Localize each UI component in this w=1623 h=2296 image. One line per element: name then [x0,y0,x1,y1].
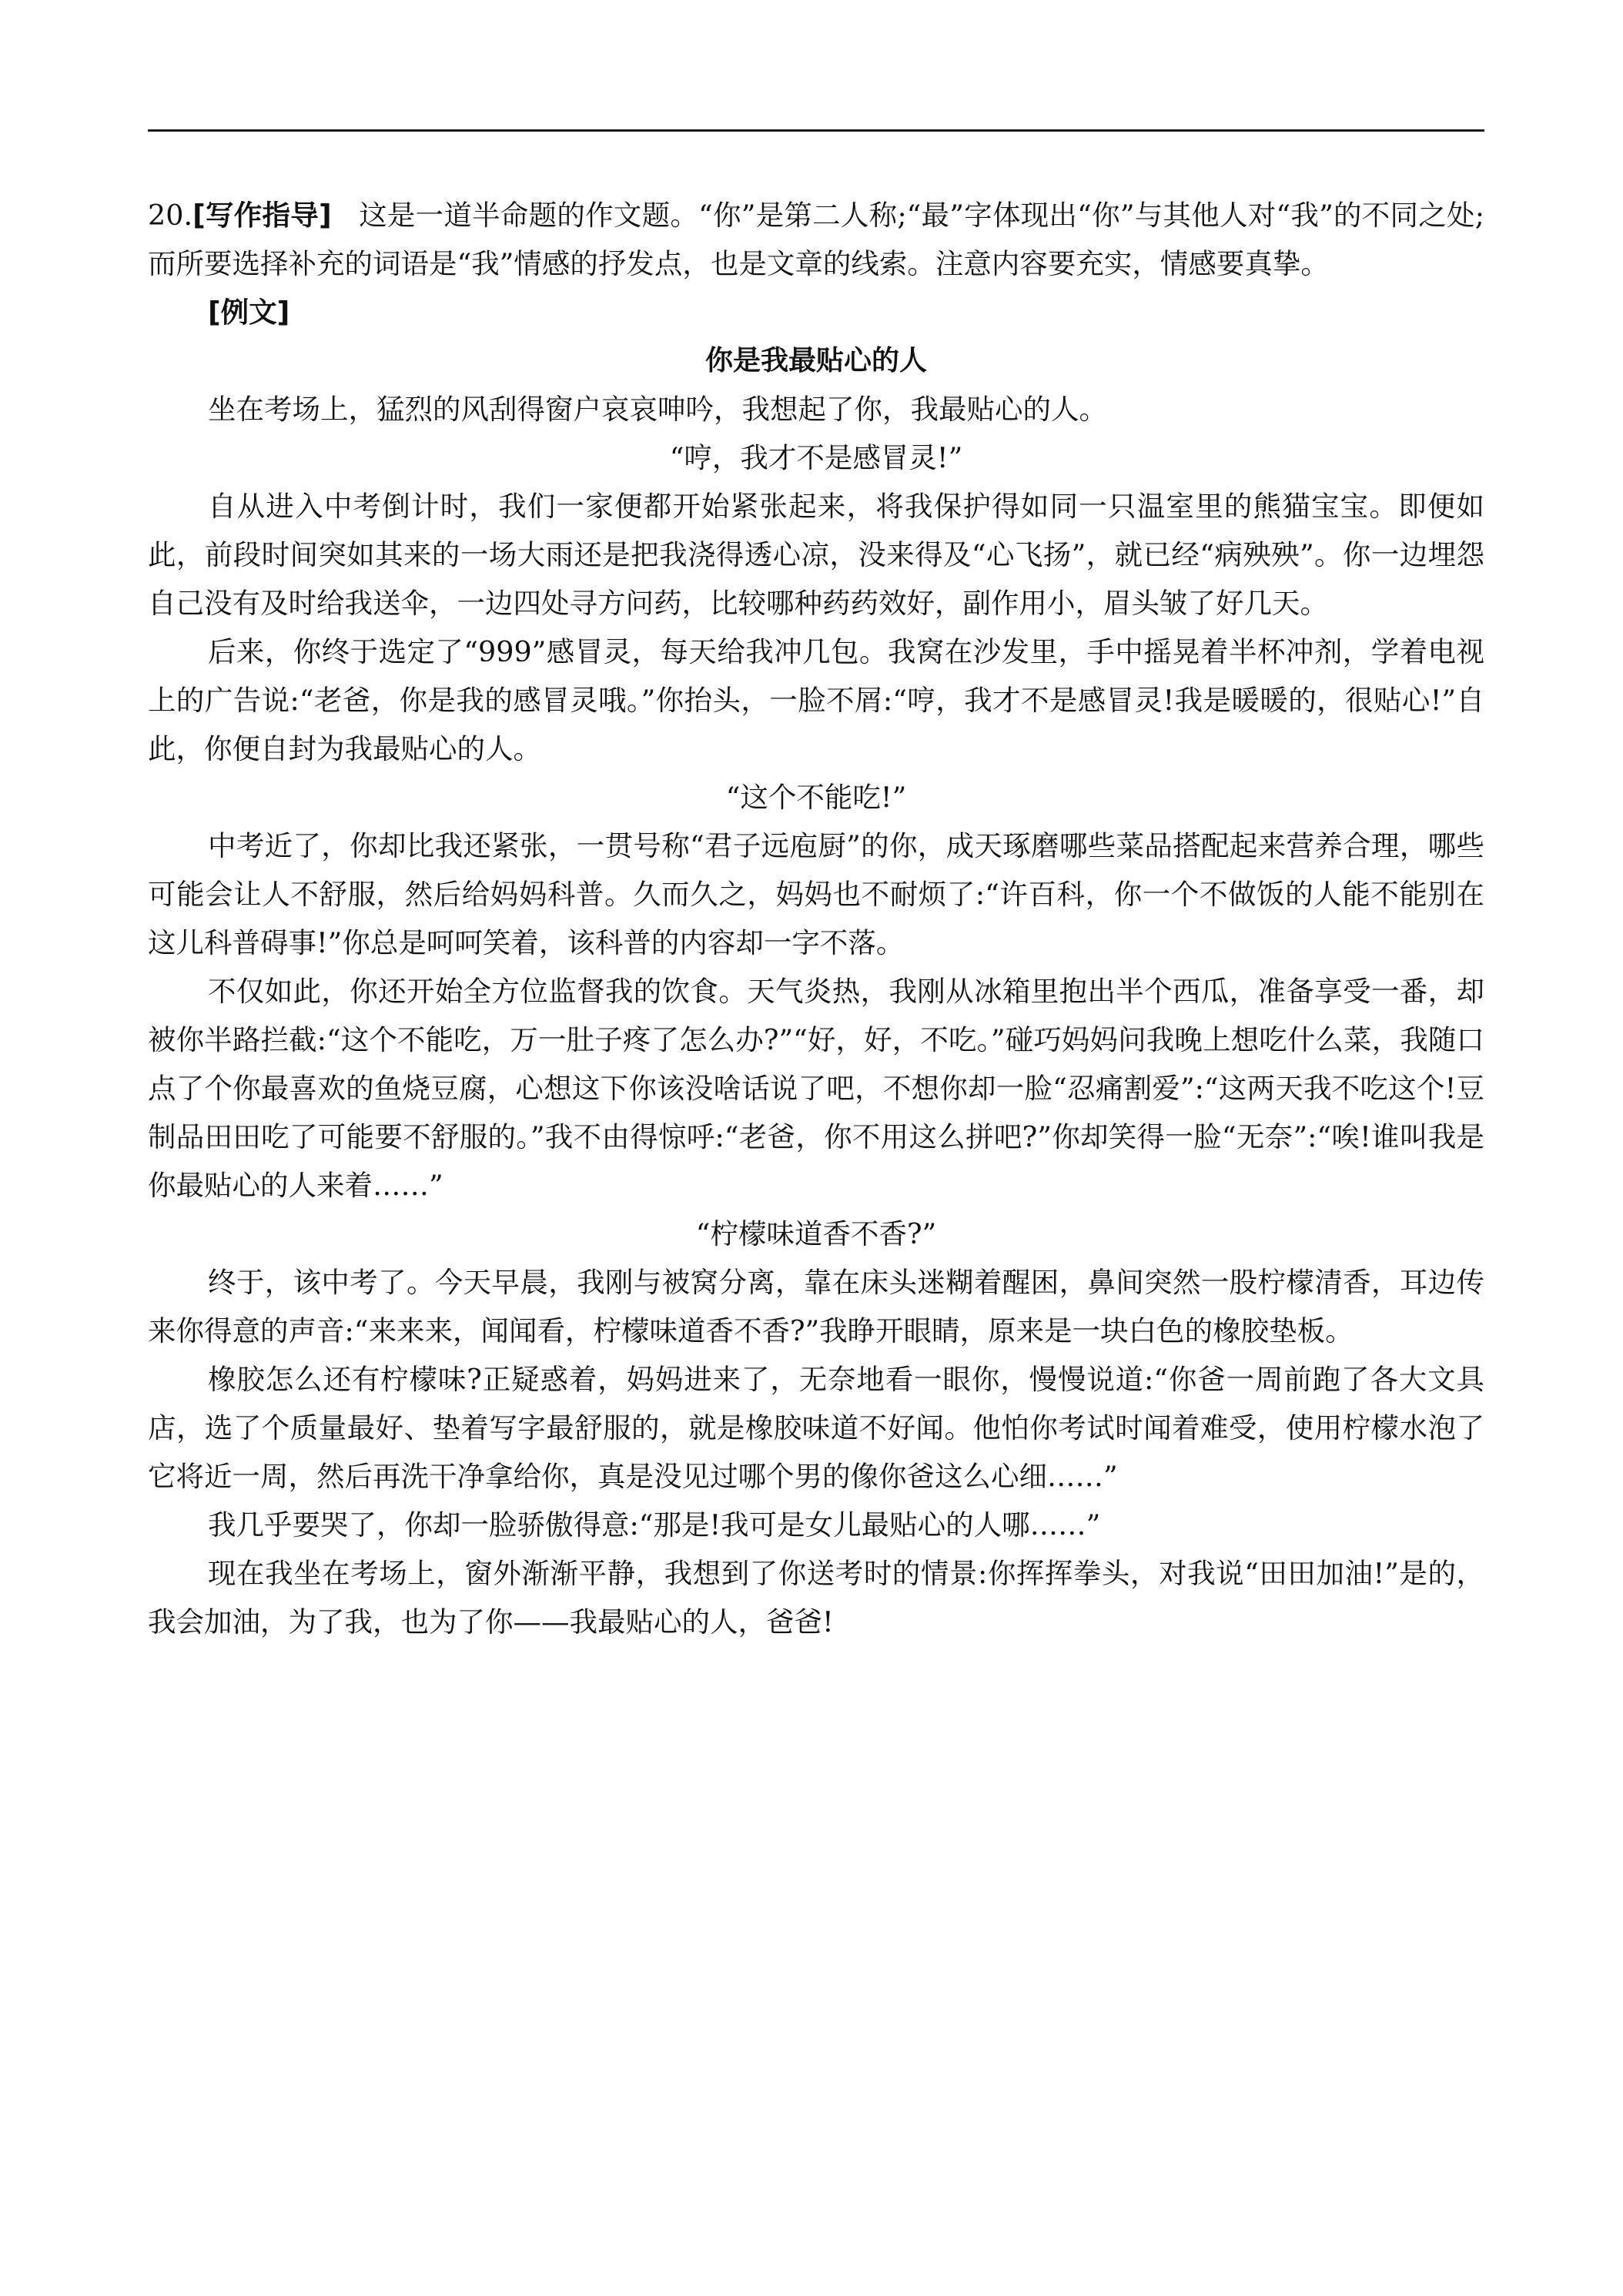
example-label-text: [例文] [208,296,290,329]
section1-paragraph-2: 后来，你终于选定了“999”感冒灵，每天给我冲几包。我窝在沙发里，手中摇晃着半杯冲剂，学着电视上的广告说:“老爸，你是我的感冒灵哦。”你抬头，一脸不屑:“哼，我才不是感冒灵!我是暖暖的，很贴心!”自此，你便自封为我最贴心的人。 [148,635,1484,765]
section3-paragraph-2: 橡胶怎么还有柠檬味?正疑惑着，妈妈进来了，无奈地看一眼你，慢慢说道:“你爸一周前跑了各大文具店，选了个质量最好、垫着写字最舒服的，就是橡胶味道不好闻。他怕你考试时闻着难受，使用柠檬水泡了它将近一周，然后再洗干净拿给你，真是没见过哪个男的像你爸这么心细……” [148,1363,1484,1493]
document-body [148,191,1484,1646]
essay-opening: 坐在考场上，猛烈的风刮得窗户哀哀呻吟，我想起了你，我最贴心的人。 [208,393,1107,426]
example-label [148,288,1484,336]
question-tag: [写作指导] [192,199,332,232]
section2-paragraph-2: 不仅如此，你还开始全方位监督我的饮食。天气炎热，我刚从冰箱里抱出半个西瓜，准备享受一番，却被你半路拦截:“这个不能吃，万一肚子疼了怎么办?”“好，好，不吃。”碰巧妈妈问我晚上想吃什么菜，我随口点了个你最喜欢的鱼烧豆腐，心想这下你该没啥话说了吧，不想你却一脸“忍痛割爱”:“这两天我不吃这个!豆制品田田吃了可能要不舒服的。”我不由得惊呼:“老爸，你不用这么拼吧?”你却笑得一脸“无奈”:“唉!谁叫我是你最贴心的人来着……” [148,975,1484,1202]
question-paragraph [148,191,1484,288]
essay-title: 你是我最贴心的人 [704,345,927,377]
top-rule [148,129,1484,132]
section1-paragraph-1: 自从进入中考倒计时，我们一家便都开始紧张起来，将我保护得如同一只温室里的熊猫宝宝。即便如此，前段时间突如其来的一场大雨还是把我浇得透心凉，没来得及“心飞扬”，就已经“病殃殃”。你一边埋怨自己没有及时给我送伞，一边四处寻方问药，比较哪种药药效好，副作用小，眉头皱了好几天。 [148,490,1484,620]
section3-paragraph-1: 终于，该中考了。今天早晨，我刚与被窝分离，靠在床头迷糊着醒困，鼻间突然一股柠檬清香，耳边传来你得意的声音:“来来来，闻闻看，柠檬味道香不香?”我睁开眼睛，原来是一块白色的橡胶垫板。 [148,1266,1484,1347]
section-heading-3: “柠檬味道香不香?” [695,1217,937,1250]
question-intro: 这是一道半命题的作文题。“你”是第二人称;“最”字体现出“你”与其他人对“我”的不同之处;而所要选择补充的词语是“我”情感的抒发点，也是文章的线索。注意内容要充实，情感要真挚。 [148,199,1484,280]
question-number: 20. [148,199,193,232]
section2-paragraph-1: 中考近了，你却比我还紧张，一贯号称“君子远庖厨”的你，成天琢磨哪些菜品搭配起来营养合理，哪些可能会让人不舒服，然后给妈妈科普。久而久之，妈妈也不耐烦了:“许百科，你一个不做饭的人能不能别在这儿科普碍事!”你总是呵呵笑着，该科普的内容却一字不落。 [148,829,1484,959]
section-heading-2: “这个不能吃!” [725,781,907,814]
section-heading-1: “哼，我才不是感冒灵!” [669,441,963,474]
section3-paragraph-4: 现在我坐在考场上，窗外渐渐平静，我想到了你送考时的情景:你挥挥拳头，对我说“田田加油!”是的，我会加油，为了我，也为了你——我最贴心的人，爸爸! [148,1557,1484,1638]
section3-paragraph-3: 我几乎要哭了，你却一脸骄傲得意:“那是!我可是女儿最贴心的人哪……” [208,1508,1101,1541]
